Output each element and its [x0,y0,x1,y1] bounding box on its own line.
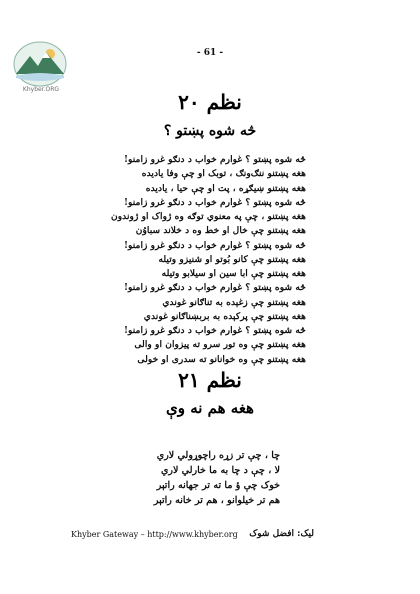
poem-line: هغه پښتنو ښیګړه ، پت او چې حیا ، یادیده [145,182,306,194]
poem-title: نظم ۲۰ [178,90,242,114]
poem-line: خوک چې ؤ ما ته تر جهانه راتېر [156,480,280,491]
page-number: - 61 - [196,48,224,58]
poem-line: هم تر خیلوانو ، هم تر خانه راتېر [153,495,280,506]
poem-line: هغه پښتنو چې کانو بُوتو او شنیزو وتیله [158,253,306,265]
poem-line: هغه پښتنو چې خال او خط وه د خلاند سباوُن [135,225,306,237]
poem-line: څه شوه پښتو ؟ غوارم خواب د دنګو غرو زامنو! [124,282,306,294]
poem-line: څه شوه پښتو ؟ غوارم خواب د دنګو غرو زامنو! [124,154,306,165]
poem-title: نظم ۲۱ [178,368,242,392]
poem-line: لا ، چې د چا به ما خارلي لاري [160,465,280,476]
poem-line: هغه پښتنو چې ابا سین او سیلابو وتیله [161,268,306,279]
footer-source: Khyber Gateway – http://www.khyber.org [71,530,238,539]
poem-line: هغه پښتنو چې وه خوانانو ته سدری او خولی [137,353,306,365]
poem-subtitle: څه شوه پښتو ؟ [163,123,257,139]
poem-line: هغه پښتنو چې زغېده به تناګانو غوندي [162,296,306,308]
poem-lines [110,448,280,508]
poem-line: څه شوه پښتو ؟ غوارم خواب د دنګو غرو زامنو! [124,325,306,336]
poem-lines [76,153,306,367]
poem-line: چا ، چې تر زړه راچوړولي لاري [156,450,280,461]
poem-line: څه شوه پښتو ؟ غوارم خواب د دنګو غرو زامنو! [124,196,306,208]
poem-subtitle: هغه هم نه وې [166,399,254,417]
poem-line: هغه پښتنو ننګ‌ونګ ، توبک او چې وفا یادیده [141,168,306,180]
poem-line: هغه پښتنو ، چې په معنوي توګه وه ژواک او ژوندون [110,211,306,222]
logo-caption: Khyber.ORG [22,86,60,93]
footer-author: لیک: افضل شوک [249,529,314,539]
poem-line: هغه پښتنو چې پرکېده به بربښناګانو غوندي [143,310,306,322]
poem-line: څه شوه پښتو ؟ غوارم خواب د دنګو غرو زامنو! [124,239,306,251]
poem-line: هغه پښتنو چې وه تور سرو ته پیزوان او والی [134,339,306,351]
